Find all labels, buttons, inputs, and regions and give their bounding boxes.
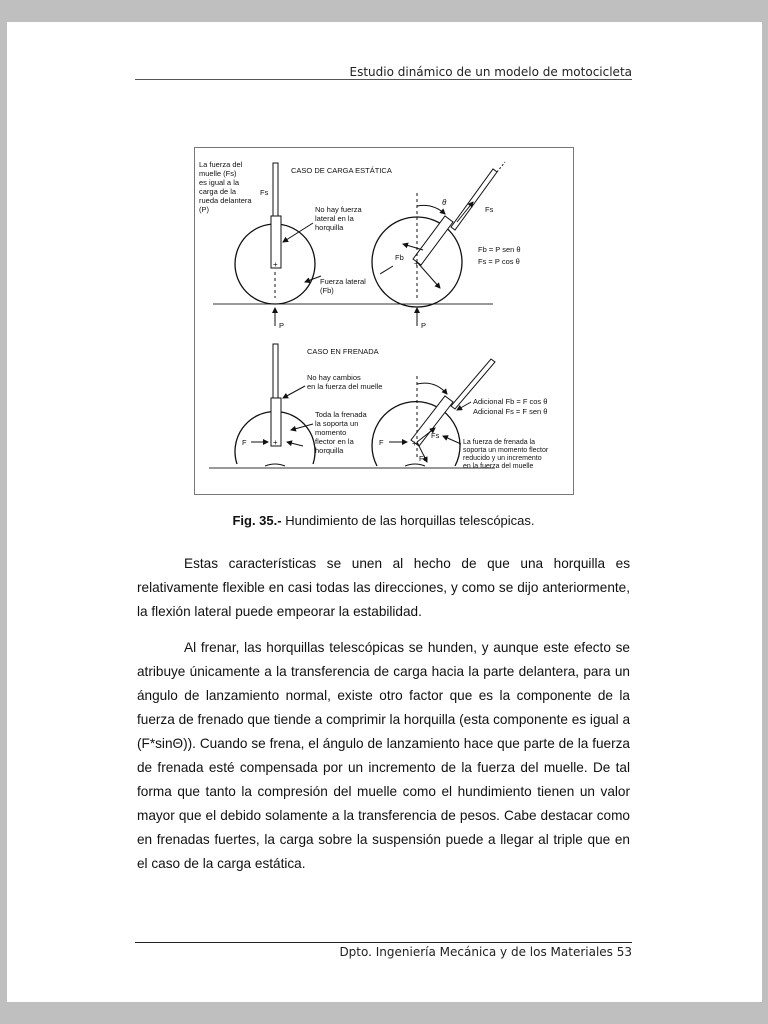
paragraph-1 [137,552,630,624]
eq-fs-static: Fs = P cos θ [478,257,520,266]
label-toda-4: flector en la [315,437,354,446]
static-inclined-wheel [367,162,505,326]
document-page [7,22,762,1002]
fork-diagram [195,148,573,494]
label-f-left: F [242,438,247,447]
paragraph-2 [137,636,630,876]
label-f-right: F [379,438,384,447]
label-muelle-5: rueda delantera [199,196,252,205]
figure-diagram [194,147,574,495]
eq-add-fs: Adicional Fs = F sen θ [473,407,548,416]
paragraph-1-text: Estas características se unen al hecho de que una horquilla es relativamente flexible en casi todas las direcciones, y como se dijo anteriormente, la flexión lateral puede empeorar la estabilidad. [137,556,630,619]
label-lafuerza-3: reducido y un incremento [463,455,542,462]
label-lateral-2: (Fb) [320,286,334,295]
figure-caption-label: Fig. 35.- [232,513,282,528]
label-p-right: P [421,321,427,330]
label-toda-3: momento [315,428,347,437]
label-lafuerza-2: soporta un momento flector [463,447,549,454]
label-fb-braking: Fb [419,454,428,463]
label-lateral-1: Fuerza lateral [320,277,366,286]
label-fs-static: Fs [260,188,269,197]
braking-vertical-wheel [209,344,373,468]
running-footer: Dpto. Ingeniería Mecánica y de los Materiales 53 [339,945,632,959]
label-fs-braking: Fs [431,431,440,440]
eq-add-fb: Adicional Fb = F cos θ [473,397,548,406]
svg-text:+: + [414,259,419,268]
label-nocambios-2: en la fuerza del muelle [307,382,383,391]
braking-case-title: CASO EN FRENADA [307,347,379,356]
label-fb-inclined: Fb [395,253,404,262]
label-muelle-4: carga de la [199,187,237,196]
static-case-title: CASO DE CARGA ESTÁTICA [291,166,392,175]
figure-caption-text: Hundimiento de las horquillas telescópicas. [281,513,535,528]
label-muelle-6: (P) [199,205,209,214]
label-nohay-2: lateral en la [315,214,354,223]
figure-caption [135,513,632,528]
label-p-left: P [279,321,285,330]
svg-text:+: + [273,438,278,447]
label-toda-1: Toda la frenada [315,410,367,419]
svg-text:+: + [273,260,278,269]
label-nohay-1: No hay fuerza [315,205,362,214]
paragraph-2-text: Al frenar, las horquillas telescópicas se hunden, y aunque este efecto se atribuye únicamente a la transferencia de carga hacia la parte delantera, para un ángulo de lanzamiento normal, existe otro factor que es la componente de la fuerza de frenado que tiende a comprimir la horquilla (esta componente es igual a (F*sinΘ)). Cuando se frena, el ángulo de lanzamiento hace que parte de la fuerza de frenada esté compensada por un incremento de la fuerza del muelle. De tal forma que tanto la compresión del muelle como el hundimiento tienen un valor mayor que el debido solamente a la transferencia de pesos. Cabe destacar como en frenadas fuertes, la carga sobre la suspensión puede a llegar al triple que en el caso de la carga estática. [137,640,630,871]
svg-text:+: + [412,439,417,448]
label-lafuerza-1: La fuerza de frenada la [463,439,535,446]
label-lafuerza-4: en la fuerza del muelle [463,463,534,470]
footer-divider [135,942,632,943]
header-divider [135,79,632,80]
running-header: Estudio dinámico de un modelo de motocicleta [349,65,632,79]
label-theta-top: θ [442,198,447,207]
label-nocambios-1: No hay cambios [307,373,361,382]
label-toda-5: horquilla [315,446,344,455]
label-muelle-1: La fuerza del [199,160,243,169]
label-nohay-3: horquilla [315,223,344,232]
label-fs-inclined: Fs [485,205,494,214]
label-toda-2: la soporta un [315,419,359,428]
label-muelle-3: es igual a la [199,178,240,187]
label-muelle-2: muelle (Fs) [199,169,237,178]
eq-fb-static: Fb = P sen θ [478,245,521,254]
